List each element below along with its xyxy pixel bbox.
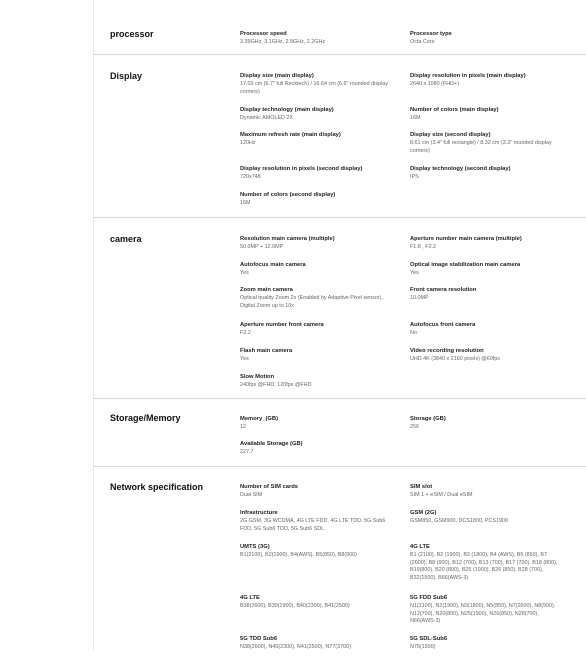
spec-value: UHD 4K (3840 x 2160 pixels) @60fps xyxy=(410,356,500,362)
section-processor xyxy=(94,0,586,55)
section-storage xyxy=(94,399,586,467)
spec-label: Display resolution in pixels (main display) xyxy=(410,73,526,79)
spec-label: Resolution main camera (multiple) xyxy=(240,236,335,242)
spec-label: 5G FDD Sub6 xyxy=(410,595,448,601)
spec-item xyxy=(240,543,398,560)
spec-item xyxy=(240,106,398,123)
section-title: Network specification xyxy=(110,482,204,492)
spec-value: 50.0MP + 12.0MP xyxy=(240,244,284,250)
spec-item xyxy=(410,106,560,123)
spec-item xyxy=(240,261,398,278)
spec-item xyxy=(410,543,560,582)
spec-processor-type xyxy=(410,30,560,47)
spec-label: GSM (2G) xyxy=(410,510,437,516)
spec-label: Memory_(GB) xyxy=(240,416,279,422)
spec-value: 10.0MP xyxy=(410,295,429,301)
spec-value: 16M xyxy=(410,115,421,121)
spec-value: 3.39GHz, 3.1GHz, 2.9GHz, 2.2GHz xyxy=(240,39,326,45)
spec-item xyxy=(410,165,560,182)
spec-value: Dynamic AMOLED 2X xyxy=(240,115,294,121)
spec-value: 8.61 cm (3.4" full rectangle) / 8.32 cm (3.3" rounded display corners) xyxy=(410,140,552,154)
spec-label: Front camera resolution xyxy=(410,287,477,293)
spec-item xyxy=(410,131,560,155)
section-title: processor xyxy=(110,29,154,39)
spec-value: No xyxy=(410,330,417,336)
section-display xyxy=(94,55,586,218)
spec-label: Aperture number main camera (multiple) xyxy=(410,236,522,242)
spec-item xyxy=(410,261,560,278)
spec-value: 17.03 cm (6.7" full Recktech) / 16.64 cm (6.6" rounded display corners) xyxy=(240,81,388,95)
spec-item xyxy=(240,165,398,182)
spec-label: 4G LTE xyxy=(410,544,430,550)
spec-label: Number of SIM cards xyxy=(240,484,298,490)
spec-label: Aperture number front camera xyxy=(240,322,324,328)
spec-value: N1(2100), N2(1900), N3(1800), N5(850), N7(2600), N8(900), N12(700), N20(800), N25(1900), N26(850), N28(700), N66(AWS-3) xyxy=(410,603,556,624)
spec-label: Optical image stabilization main camera xyxy=(410,262,521,268)
spec-value: 2640 x 1080 (FHD+) xyxy=(410,81,459,87)
section-title: Display xyxy=(110,71,143,81)
spec-label: 4G LTE xyxy=(240,595,260,601)
section-title: Storage/Memory xyxy=(110,413,181,423)
spec-value: B1(2100), B2(1900), B4(AWS), B5(850), B8(900) xyxy=(240,552,357,558)
spec-label: Available Storage (GB) xyxy=(240,441,303,447)
spec-label: Storage (GB) xyxy=(410,416,446,422)
spec-item xyxy=(410,72,560,89)
spec-item xyxy=(240,373,398,390)
spec-label: Maximum refresh rate (main display) xyxy=(240,132,341,138)
spec-label: Display size (main display) xyxy=(240,73,314,79)
spec-value: 720x748 xyxy=(240,174,261,180)
spec-item xyxy=(240,321,398,338)
spec-value: IPS xyxy=(410,174,419,180)
spec-processor-speed xyxy=(240,30,398,47)
spec-label: Zoom main camera xyxy=(240,287,293,293)
spec-label: Number of colors (main display) xyxy=(410,107,499,113)
spec-label: Display resolution in pixels (second display) xyxy=(240,166,363,172)
spec-value: Dual SIM xyxy=(240,492,263,498)
spec-item xyxy=(240,72,398,96)
spec-value: 2G GSM, 3G WCDMA, 4G LTE FDD, 4G LTE TDD, 5G Sub6 FDD, 5G Sub6 TDD, 5G Sub6 SDL xyxy=(240,518,386,532)
spec-item xyxy=(240,440,398,457)
spec-label: Display technology (main display) xyxy=(240,107,334,113)
spec-item xyxy=(240,191,398,208)
spec-label: 5G TDD Sub6 xyxy=(240,636,278,642)
spec-label: Autofocus front camera xyxy=(410,322,476,328)
spec-item xyxy=(410,509,560,526)
spec-label: UMTS (3G) xyxy=(240,544,270,550)
spec-label: Number of colors (second display) xyxy=(240,192,336,198)
spec-value: 120Hz xyxy=(240,140,256,146)
spec-item xyxy=(240,635,398,652)
spec-item xyxy=(240,347,398,364)
spec-value: 12 xyxy=(240,424,246,430)
spec-value: B38(2600), B39(1900), B40(2300), B41(2500) xyxy=(240,603,350,609)
spec-value: Yes xyxy=(410,270,419,276)
spec-label: Flash main camera xyxy=(240,348,293,354)
spec-item xyxy=(410,483,560,500)
spec-label: Autofocus main camera xyxy=(240,262,306,268)
spec-item xyxy=(410,635,560,652)
section-title: camera xyxy=(110,234,142,244)
spec-label: 5G SDL-Sub6 xyxy=(410,636,448,642)
spec-label: Processor speed xyxy=(240,31,287,37)
spec-label: Slow Motion xyxy=(240,374,275,380)
spec-label: Display size (second display) xyxy=(410,132,491,138)
spec-value: F2.2 xyxy=(240,330,251,336)
spec-value: B1 (2100), B2 (1900), B3 (1800), B4 (AWS), B5 (850), B7 (2600), B8 (900), B12 (700), B13 (700), B17 (700), B18 (800), B19(800), B20 (800), B25 (1900), B26 (850), B28 (700), B32(1500), B66(AWS-3) xyxy=(410,552,558,581)
spec-label: SIM slot xyxy=(410,484,433,490)
spec-value: 240fps @FHD, 120fps @FHD xyxy=(240,382,312,388)
spec-item xyxy=(240,509,398,533)
section-network xyxy=(94,467,586,657)
spec-item xyxy=(410,415,560,432)
spec-item xyxy=(240,131,398,148)
spec-label: Processor type xyxy=(410,31,452,37)
spec-item xyxy=(410,594,560,626)
spec-item xyxy=(410,286,560,303)
spec-page xyxy=(93,0,586,650)
spec-value: 256 xyxy=(410,424,419,430)
spec-value: F1.8 , F2.2 xyxy=(410,244,437,250)
spec-value: 16M xyxy=(240,200,251,206)
spec-item xyxy=(410,321,560,338)
spec-value: GSM850, GSM900, DCS1800, PCS1900 xyxy=(410,518,508,524)
spec-value: N38(2600), N40(2300), N41(2500), N77(3700) xyxy=(240,644,351,650)
section-camera xyxy=(94,218,586,399)
spec-value: SIM 1 + eSIM / Dual eSIM xyxy=(410,492,473,498)
spec-label: Video recording resolution xyxy=(410,348,484,354)
spec-value: Octa Core xyxy=(410,39,435,45)
spec-item xyxy=(410,235,560,252)
spec-label: Infrastructure xyxy=(240,510,278,516)
spec-item xyxy=(240,415,398,432)
spec-item xyxy=(240,594,398,611)
spec-item xyxy=(240,286,398,310)
spec-value: Yes xyxy=(240,356,249,362)
spec-value: N75(1500) xyxy=(410,644,436,650)
spec-value: Optical quality Zoom 2x (Enabled by Adaptive Pixel sensor), Digital Zoom up to 10x xyxy=(240,295,383,309)
spec-value: 227.7 xyxy=(240,449,254,455)
spec-item xyxy=(240,235,398,252)
spec-label: Display technology (second display) xyxy=(410,166,511,172)
spec-value: Yes xyxy=(240,270,249,276)
spec-item xyxy=(240,483,398,500)
spec-item xyxy=(410,347,560,364)
